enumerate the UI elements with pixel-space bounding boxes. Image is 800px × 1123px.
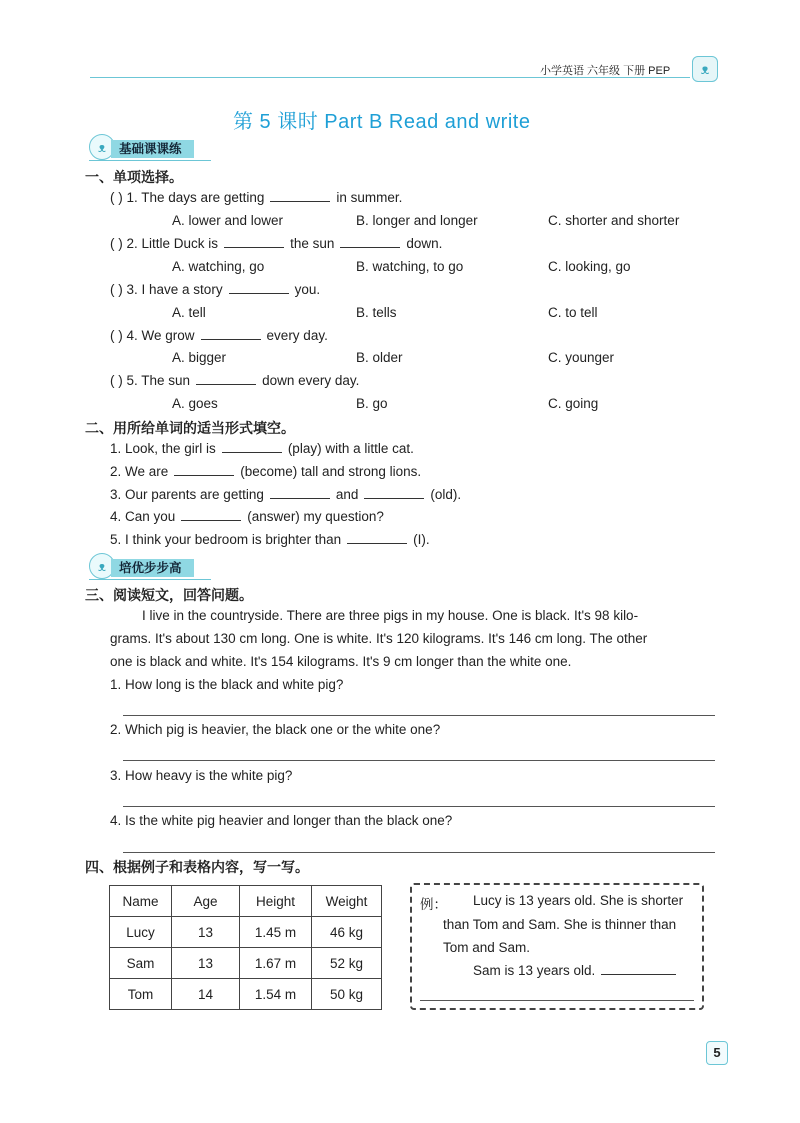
- part3-heading: 三、阅读短文，回答问题。: [85, 587, 253, 603]
- option-a: A. watching, go: [172, 259, 265, 274]
- question-stem: 1. The days are getting: [126, 190, 265, 205]
- example-line: [473, 963, 682, 978]
- fill-text: 3. Our parents are getting: [110, 487, 264, 502]
- bear-face-icon: ᴥ: [692, 56, 718, 82]
- page-number: 5: [706, 1041, 728, 1065]
- reading-question-1: 1. How long is the black and white pig?: [110, 677, 344, 692]
- blank[interactable]: [364, 487, 424, 499]
- fill-item-1: [110, 441, 414, 456]
- question-stem: 2. Little Duck is: [126, 236, 219, 251]
- reading-question-4: 4. Is the white pig heavier and longer than the black one?: [110, 813, 453, 828]
- fill-text: 4. Can you: [110, 509, 176, 524]
- fill-item-5: [110, 532, 430, 547]
- lesson-title: 第 5 课时 Part B Read and write: [233, 111, 531, 133]
- passage-line: one is black and white. It's 154 kilograms. It's 9 cm longer than the white one.: [110, 654, 572, 669]
- table-cell: 1.45 m: [240, 917, 312, 948]
- example-line: Lucy is 13 years old. She is shorter: [473, 893, 684, 908]
- table-cell: 14: [172, 979, 240, 1010]
- section-underline: [89, 579, 211, 580]
- column-header: Age: [172, 886, 240, 917]
- question-stem: in summer.: [336, 190, 403, 205]
- table-row: [110, 948, 382, 979]
- question-stem: down.: [406, 236, 443, 251]
- section-basic-label: 基础课课练: [111, 140, 194, 158]
- section-advanced-label: 培优步步高: [111, 559, 194, 577]
- reading-question-2: 2. Which pig is heavier, the black one or the white one?: [110, 722, 441, 737]
- section-basic: [89, 138, 209, 160]
- blank[interactable]: [181, 509, 241, 521]
- question-4: [110, 328, 328, 343]
- reading-question-3: 3. How heavy is the white pig?: [110, 768, 293, 783]
- table-cell: 1.54 m: [240, 979, 312, 1010]
- table-cell: 52 kg: [312, 948, 382, 979]
- option-b: B. older: [356, 350, 403, 365]
- option-b: B. tells: [356, 305, 397, 320]
- table-cell: Tom: [110, 979, 172, 1010]
- blank[interactable]: [222, 441, 282, 453]
- fill-text: (become) tall and strong lions.: [240, 464, 422, 479]
- option-b: B. go: [356, 396, 388, 411]
- question-stem: 5. The sun: [126, 373, 191, 388]
- blank[interactable]: [601, 963, 676, 975]
- fill-text: 1. Look, the girl is: [110, 441, 216, 456]
- answer-bracket[interactable]: ( ): [110, 282, 123, 297]
- book-title: 小学英语 六年级 下册 PEP: [540, 65, 671, 77]
- section-underline: [89, 160, 211, 161]
- bear-icon: ᴥ: [89, 553, 115, 579]
- question-3: [110, 282, 320, 297]
- part1-heading: 一、单项选择。: [85, 169, 183, 185]
- blank[interactable]: [174, 464, 234, 476]
- section-advanced: [89, 557, 209, 579]
- fill-text: (play) with a little cat.: [287, 441, 414, 456]
- table-cell: 46 kg: [312, 917, 382, 948]
- answer-bracket[interactable]: ( ): [110, 236, 123, 251]
- blank[interactable]: [340, 236, 400, 248]
- option-c: C. going: [548, 396, 599, 411]
- blank[interactable]: [196, 373, 256, 385]
- table-cell: Lucy: [110, 917, 172, 948]
- blank[interactable]: [201, 328, 261, 340]
- example-label: 例：: [420, 897, 447, 912]
- fill-text: and: [335, 487, 359, 502]
- question-stem: 4. We grow: [126, 328, 195, 343]
- example-line: than Tom and Sam. She is thinner than: [443, 917, 677, 932]
- question-stem: the sun: [290, 236, 335, 251]
- option-a: A. lower and lower: [172, 213, 284, 228]
- option-a: A. tell: [172, 305, 206, 320]
- answer-line[interactable]: [123, 715, 715, 716]
- fill-text: 5. I think your bedroom is brighter than: [110, 532, 342, 547]
- bear-icon: ᴥ: [89, 134, 115, 160]
- column-header: Weight: [312, 886, 382, 917]
- question-2: [110, 236, 442, 251]
- header-divider: [90, 77, 690, 78]
- fill-text: (old).: [430, 487, 462, 502]
- table-cell: 13: [172, 948, 240, 979]
- answer-line[interactable]: [123, 760, 715, 761]
- column-header: Name: [110, 886, 172, 917]
- passage-line: I live in the countryside. There are three pigs in my house. One is black. It's 98 kilo-: [142, 608, 639, 623]
- table-row: [110, 979, 382, 1010]
- question-stem: 3. I have a story: [126, 282, 223, 297]
- answer-line[interactable]: [123, 806, 715, 807]
- answer-line[interactable]: [420, 1000, 694, 1001]
- option-a: A. goes: [172, 396, 218, 411]
- question-stem: you.: [294, 282, 321, 297]
- fill-item-2: [110, 464, 421, 479]
- blank[interactable]: [347, 532, 407, 544]
- info-table: [109, 885, 382, 1010]
- question-5: [110, 373, 359, 388]
- option-c: C. younger: [548, 350, 615, 365]
- question-stem: down every day.: [262, 373, 360, 388]
- fill-text: (I).: [413, 532, 430, 547]
- answer-bracket[interactable]: ( ): [110, 373, 123, 388]
- blank[interactable]: [229, 282, 289, 294]
- answer-bracket[interactable]: ( ): [110, 328, 123, 343]
- example-text: Sam is 13 years old.: [473, 963, 596, 978]
- table-cell: Sam: [110, 948, 172, 979]
- option-b: B. longer and longer: [356, 213, 478, 228]
- option-a: A. bigger: [172, 350, 227, 365]
- blank[interactable]: [270, 190, 330, 202]
- blank[interactable]: [270, 487, 330, 499]
- answer-line[interactable]: [123, 852, 715, 853]
- blank[interactable]: [224, 236, 284, 248]
- example-line: Tom and Sam.: [443, 940, 531, 955]
- fill-text: 2. We are: [110, 464, 169, 479]
- table-header-row: [110, 886, 382, 917]
- table-cell: 13: [172, 917, 240, 948]
- table-cell: 50 kg: [312, 979, 382, 1010]
- fill-item-3: [110, 487, 461, 502]
- fill-text: (answer) my question?: [247, 509, 384, 524]
- option-c: C. looking, go: [548, 259, 631, 274]
- part4-heading: 四、根据例子和表格内容，写一写。: [85, 859, 309, 875]
- column-header: Height: [240, 886, 312, 917]
- question-stem: every day.: [266, 328, 328, 343]
- table-row: [110, 917, 382, 948]
- passage-line: grams. It's about 130 cm long. One is white. It's 120 kilograms. It's 146 cm long. The other: [110, 631, 648, 646]
- option-c: C. to tell: [548, 305, 598, 320]
- option-c: C. shorter and shorter: [548, 213, 680, 228]
- fill-item-4: [110, 509, 384, 524]
- answer-bracket[interactable]: ( ): [110, 190, 123, 205]
- question-1: [110, 190, 402, 205]
- table-cell: 1.67 m: [240, 948, 312, 979]
- option-b: B. watching, to go: [356, 259, 464, 274]
- part2-heading: 二、用所给单词的适当形式填空。: [85, 420, 295, 436]
